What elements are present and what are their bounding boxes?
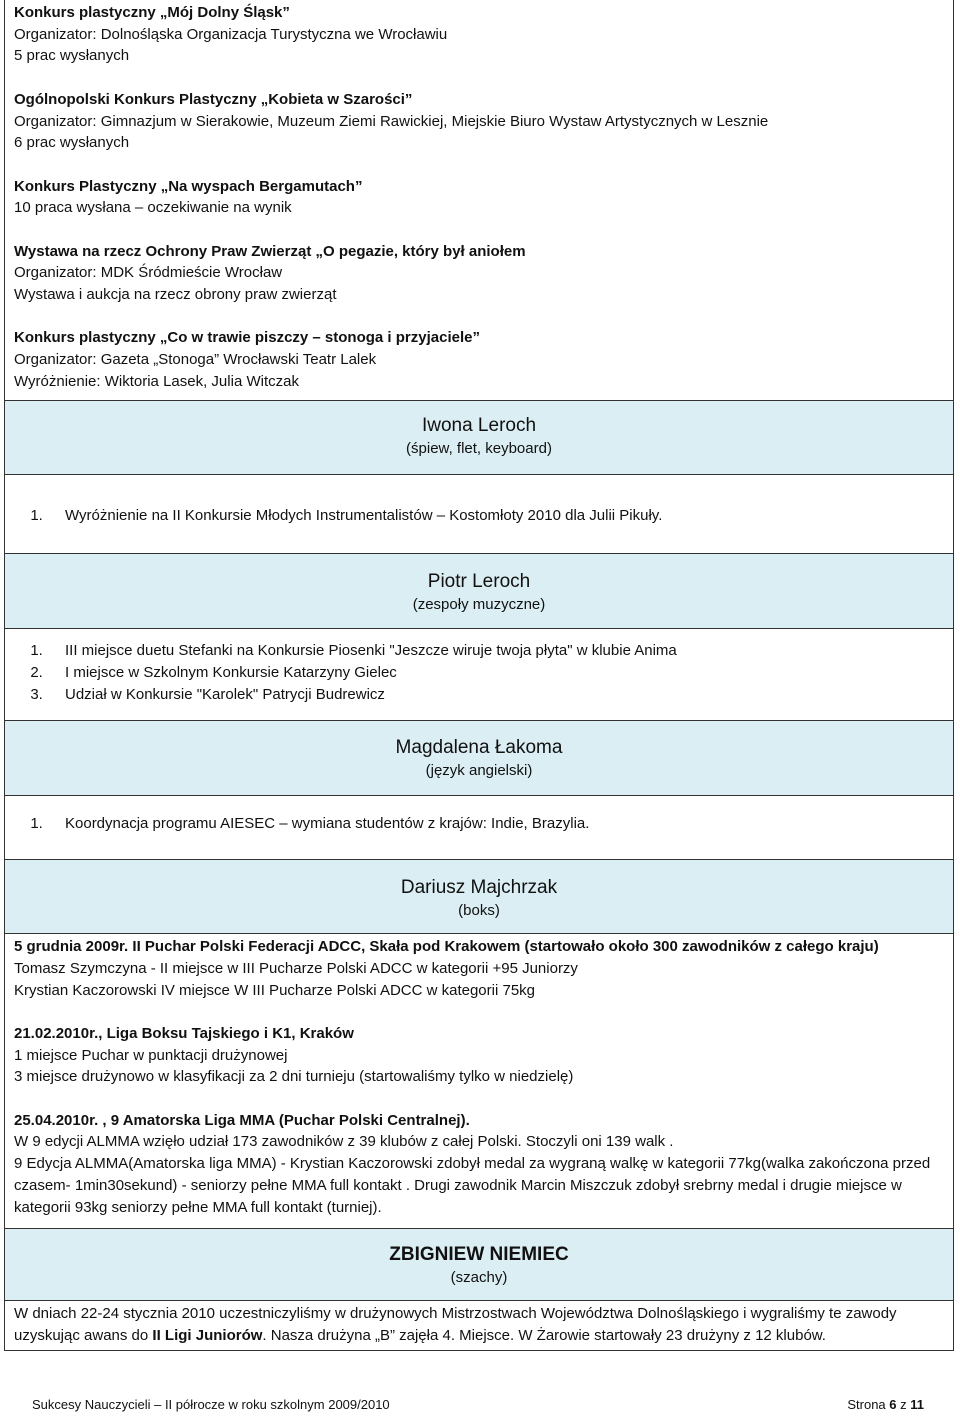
teacher-name: Dariusz Majchrzak	[400, 877, 558, 899]
szachy-league: II Ligi Juniorów	[152, 1326, 263, 1344]
list-item: 1. Koordynacja programu AIESEC – wymiana studentów z krajów: Indie, Brazylia.	[47, 813, 953, 835]
teacher-name: Iwona Leroch	[421, 414, 537, 436]
event-date: 21.02.2010r.	[14, 1024, 99, 1042]
contest-line: 6 prac wysłanych	[14, 134, 130, 152]
event-line: 1 miejsce Puchar w punktacji drużynowej	[14, 1046, 288, 1064]
event-title: , Liga Boksu Tajskiego i K1, Kraków	[98, 1024, 354, 1042]
event-title: , 9 Amatorska Liga MMA (Puchar Polski Centralnej).	[98, 1111, 470, 1129]
page-separator: z	[896, 1397, 911, 1412]
list-item: 3. Udział w Konkursie "Karolek" Patrycji Budrewicz	[47, 684, 953, 706]
event-heading	[14, 1110, 944, 1132]
contest-title: Konkurs plastyczny „Co w trawie piszczy – stonoga i przyjaciele”	[14, 329, 480, 347]
contest-line: Organizator: Dolnośląska Organizacja Turystyczna we Wrocławiu	[14, 25, 448, 43]
teacher-achievements	[5, 475, 953, 554]
page-label: Strona	[847, 1397, 890, 1412]
contest-line: Wyróżnienie: Wiktoria Lasek, Julia Witczak	[14, 372, 299, 390]
teacher-subject: (język angielski)	[425, 762, 533, 780]
contest-title: Konkurs plastyczny „Mój Dolny Śląsk”	[14, 4, 290, 21]
contest-block	[5, 241, 953, 306]
event-line: Tomasz Szymczyna - II miejsce w III Pucharze Polski ADCC w kategorii +95 Juniorzy	[14, 959, 578, 977]
teacher-name: ZBIGNIEW NIEMIEC	[389, 1244, 569, 1266]
page-number	[847, 1397, 924, 1412]
teacher-subject: (śpiew, flet, keyboard)	[406, 439, 552, 457]
event-heading	[14, 936, 944, 958]
contest-block	[5, 176, 953, 219]
teacher-name: Piotr Leroch	[427, 571, 531, 593]
total-pages: 11	[910, 1397, 924, 1412]
event-line: W 9 edycji ALMMA wzięło udział 173 zawodników z 39 klubów z całej Polski. Stoczyli oni 139 walk .	[14, 1133, 674, 1151]
contests-section	[5, 0, 953, 400]
teacher-header	[5, 1228, 953, 1301]
teacher-name: Magdalena Łakoma	[395, 737, 563, 759]
document-page	[4, 0, 956, 1351]
contest-line: Organizator: Gimnazjum w Sierakowie, Muzeum Ziemi Rawickiej, Miejskie Biuro Wystaw Artystycznych w Lesznie	[14, 112, 769, 130]
teacher-header	[5, 720, 953, 796]
contest-line: 10 praca wysłana – oczekiwanie na wynik	[14, 199, 292, 217]
szachy-text: . Nasza drużyna „B” zajęła 4. Miejsce. W Żarowie startowały 23 drużyny z 12 klubów.	[262, 1326, 826, 1344]
teacher-header	[5, 859, 953, 934]
contest-line: Wystawa i aukcja na rzecz obrony praw zwierząt	[14, 286, 337, 304]
contest-line: Organizator: Gazeta „Stonoga” Wrocławski Teatr Lalek	[14, 351, 377, 369]
teacher-subject: (szachy)	[450, 1269, 508, 1287]
list-item: 1. Wyróżnienie na II Konkursie Młodych Instrumentalistów – Kostomłoty 2010 dla Julii Pikuły.	[47, 505, 953, 527]
boks-achievements	[5, 934, 953, 1228]
contest-line: 5 prac wysłanych	[14, 47, 130, 65]
teacher-subject: (boks)	[458, 902, 500, 920]
event-line: 3 miejsce drużynowo w klasyfikacji za 2 dni turnieju (startowaliśmy tylko w niedzielę)	[14, 1068, 574, 1086]
event-date: 25.04.2010r.	[14, 1111, 99, 1129]
list-item: 1. III miejsce duetu Stefanki na Konkursie Piosenki "Jeszcze wiruje twoja płyta" w klubie Anima	[47, 640, 953, 662]
table-frame	[4, 0, 954, 1351]
contest-title: Wystawa na rzecz Ochrony Praw Zwierząt „O pegazie, który był aniołem	[14, 242, 526, 260]
current-page: 6	[889, 1397, 897, 1412]
contest-block	[5, 2, 953, 67]
szachy-achievements	[5, 1301, 953, 1349]
contest-line: Organizator: MDK Śródmieście Wrocław	[14, 264, 283, 282]
event-line: 9 Edycja ALMMA(Amatorska liga MMA) - Krystian Kaczorowski zdobył medal za wygraną walkę w kategorii 77kg(walka zakończona przed czasem- 1min30sekund) - seniorzy pełne MMA full kontakt . Drugi zawodnik Marcin Miszczuk zdobył srebrny medal i drugie miejsce w kategorii 93kg seniorzy pełne MMA full kontakt (turniej).	[14, 1155, 931, 1216]
event-date: 5 grudnia 2009r.	[14, 938, 129, 956]
teacher-header	[5, 553, 953, 629]
event-title: II Puchar Polski Federacji ADCC, Skała pod Krakowem (startowało około 300 zawodników z całego kraju)	[128, 938, 879, 956]
footer-title: Sukcesy Nauczycieli – II półrocze w roku szkolnym 2009/2010	[32, 1397, 390, 1412]
contest-title: Ogólnopolski Konkurs Plastyczny „Kobieta w Szarości”	[14, 90, 413, 108]
event-heading	[14, 1023, 944, 1045]
szachy-text: W dniach 22-24 stycznia 2010 uczestniczyliśmy w drużynowych Mistrzostwach Województwa Dolnośląskiego i wygraliśmy te zawody uzyskując awans do	[14, 1305, 897, 1344]
list-item: 2. I miejsce w Szkolnym Konkursie Katarzyny Gielec	[47, 662, 953, 684]
event-line: Krystian Kaczorowski IV miejsce W III Pucharze Polski ADCC w kategorii 75kg	[14, 981, 536, 999]
contest-title: Konkurs Plastyczny „Na wyspach Bergamutach”	[14, 177, 363, 195]
teacher-subject: (zespoły muzyczne)	[412, 596, 546, 614]
teacher-achievements	[5, 796, 953, 859]
teacher-achievements	[5, 629, 953, 720]
contest-block	[5, 89, 953, 154]
contest-block	[5, 327, 953, 399]
teacher-header	[5, 400, 953, 475]
